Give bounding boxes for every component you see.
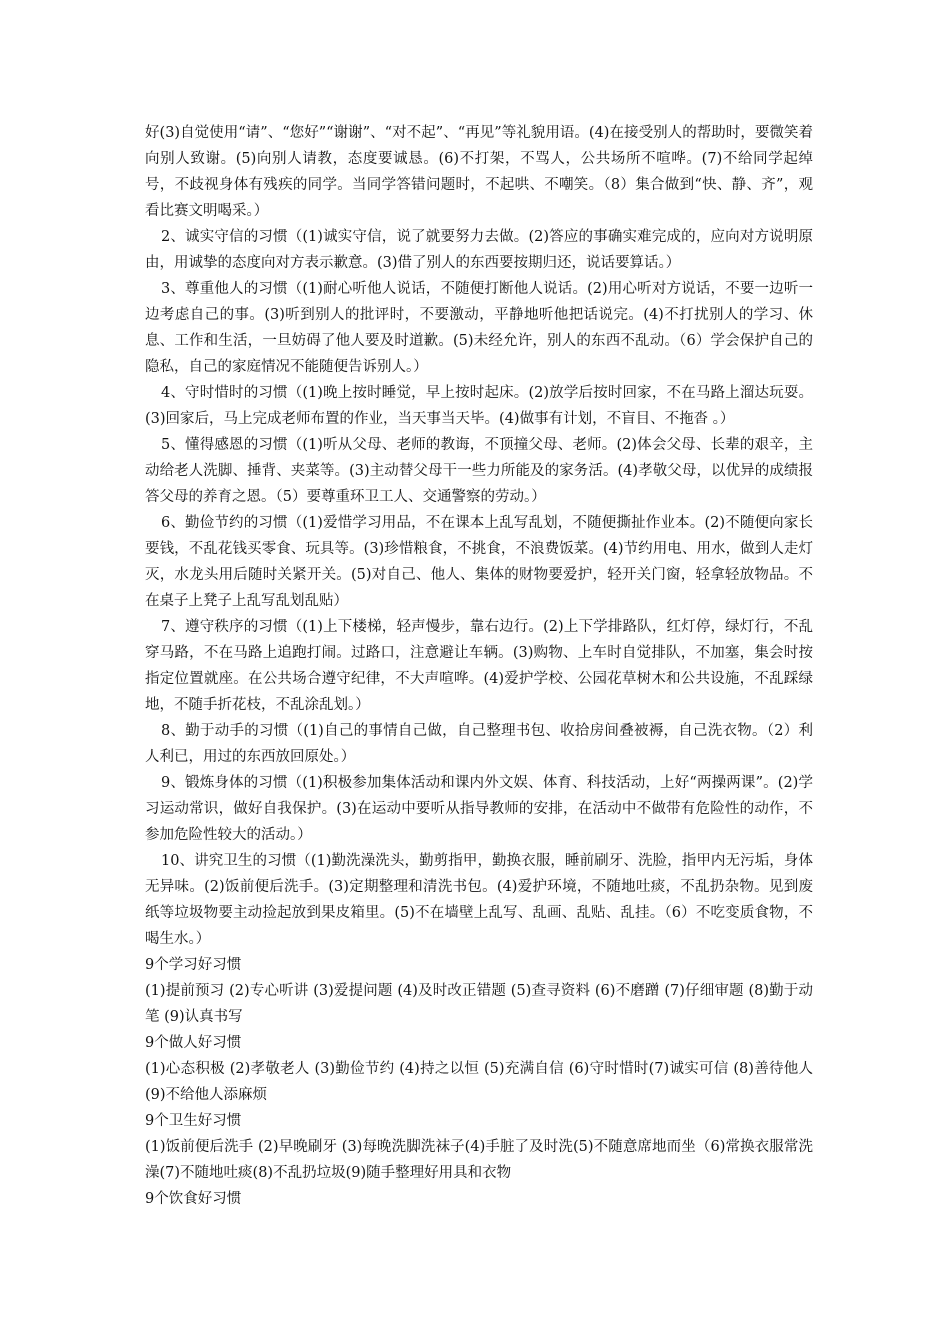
study-habits-heading: 9个学习好习惯 xyxy=(145,957,242,973)
study-habits-list: (1)提前预习 (2)专心听讲 (3)爱提问题 (4)及时改正错题 (5)查寻资料 (6)不磨蹭 (7)仔细审题 (8)勤于动笔 (9)认真书写 xyxy=(145,983,813,1025)
paragraph-punctuality-habit: 4、守时惜时的习惯（(1)晚上按时睡觉，早上按时起床。(2)放学后按时回家，不在马路上溜达玩耍。(3)回家后，马上完成老师布置的作业，当天事当天毕。(4)做事有计划，不盲目、不拖沓 。） xyxy=(145,385,813,427)
hygiene-habits-heading: 9个卫生好习惯 xyxy=(145,1113,242,1129)
paragraph-handson-habit: 8、勤于动手的习惯（(1)自己的事情自己做，自己整理书包、收拾房间叠被褥，自己洗衣物。（2）利人利已，用过的东西放回原处。） xyxy=(145,723,813,765)
paragraph-order-habit: 7、遵守秩序的习惯（(1)上下楼梯，轻声慢步，靠右边行。(2)上下学排路队，红灯停，绿灯行，不乱穿马路，不在马路上追跑打闹。过路口，注意避让车辆。(3)购物、上车时自觉排队，不加塞，集会时按指定位置就座。在公共场合遵守纪律，不大声喧哗。(4)爱护学校、公园花草树木和公共设施，不乱踩绿地，不随手折花枝，不乱涂乱划。） xyxy=(145,619,813,713)
conduct-habits-heading: 9个做人好习惯 xyxy=(145,1035,242,1051)
paragraph-hygiene-habit: 10、讲究卫生的习惯（(1)勤洗澡洗头，勤剪指甲，勤换衣服，睡前刷牙、洗脸，指甲内无污垢，身体无异味。(2)饭前便后洗手。(3)定期整理和清洗书包。(4)爱护环境，不随地吐痰，不乱扔杂物。见到废纸等垃圾物要主动捡起放到果皮箱里。(5)不在墙壁上乱写、乱画、乱贴、乱挂。（6）不吃变质食物，不喝生水。） xyxy=(145,853,813,947)
paragraph-respect-habit: 3、尊重他人的习惯（(1)耐心听他人说话，不随便打断他人说话。(2)用心听对方说话，不要一边听一边考虑自己的事。(3)听到别人的批评时，不要激动，平静地听他把话说完。(4)不打扰别人的学习、休息、工作和生活，一旦妨碍了他人要及时道歉。(5)未经允许，别人的东西不乱动。（6）学会保护自己的隐私，自己的家庭情况不能随便告诉别人。） xyxy=(145,281,813,375)
paragraph-courtesy-continued: 好(3)自觉使用“请”、“您好”“谢谢”、“对不起”、“再见”等礼貌用语。(4)在接受别人的帮助时，要微笑着向别人致谢。(5)向别人请教，态度要诚恳。(6)不打架，不骂人，公共场所不喧哗。(7)不给同学起绰号，不歧视身体有残疾的同学。当同学答错问题时，不起哄、不嘲笑。（8）集合做到“快、静、齐”，观看比赛文明喝采。） xyxy=(145,125,813,219)
document-page xyxy=(145,120,813,1212)
paragraph-honesty-habit: 2、诚实守信的习惯（(1)诚实守信，说了就要努力去做。(2)答应的事确实难完成的，应向对方说明原由，用诚挚的态度向对方表示歉意。(3)借了别人的东西要按期归还，说话要算话。） xyxy=(145,229,813,271)
paragraph-thrift-habit: 6、勤俭节约的习惯（(1)爱惜学习用品，不在课本上乱写乱划，不随便撕扯作业本。(2)不随便向家长要钱，不乱花钱买零食、玩具等。(3)珍惜粮食，不挑食，不浪费饭菜。(4)节约用电、用水，做到人走灯灭，水龙头用后随时关紧开关。(5)对自己、他人、集体的财物要爱护，轻开关门窗，轻拿轻放物品。不在桌子上凳子上乱写乱划乱贴） xyxy=(145,515,813,609)
diet-habits-heading: 9个饮食好习惯 xyxy=(145,1191,242,1207)
hygiene-habits-list: (1)饭前便后洗手 (2)早晚刷牙 (3)每晚洗脚洗袜子(4)手脏了及时洗(5)不随意席地而坐（6)常换衣服常洗澡(7)不随地吐痰(8)不乱扔垃圾(9)随手整理好用具和衣物 xyxy=(145,1139,813,1181)
conduct-habits-list: (1)心态积极 (2)孝敬老人 (3)勤俭节约 (4)持之以恒 (5)充满自信 (6)守时惜时(7)诚实可信 (8)善待他人 (9)不给他人添麻烦 xyxy=(145,1061,813,1103)
paragraph-gratitude-habit: 5、懂得感恩的习惯（(1)听从父母、老师的教诲，不顶撞父母、老师。(2)体会父母、长辈的艰辛，主动给老人洗脚、捶背、夹菜等。(3)主动替父母干一些力所能及的家务活。(4)孝敬父母，以优异的成绩报答父母的养育之恩。（5）要尊重环卫工人、交通警察的劳动。） xyxy=(145,437,813,505)
paragraph-exercise-habit: 9、锻炼身体的习惯（(1)积极参加集体活动和课内外文娱、体育、科技活动，上好“两操两课”。(2)学习运动常识，做好自我保护。(3)在运动中要听从指导教师的安排，在活动中不做带有危险性的动作，不参加危险性较大的活动。） xyxy=(145,775,813,843)
